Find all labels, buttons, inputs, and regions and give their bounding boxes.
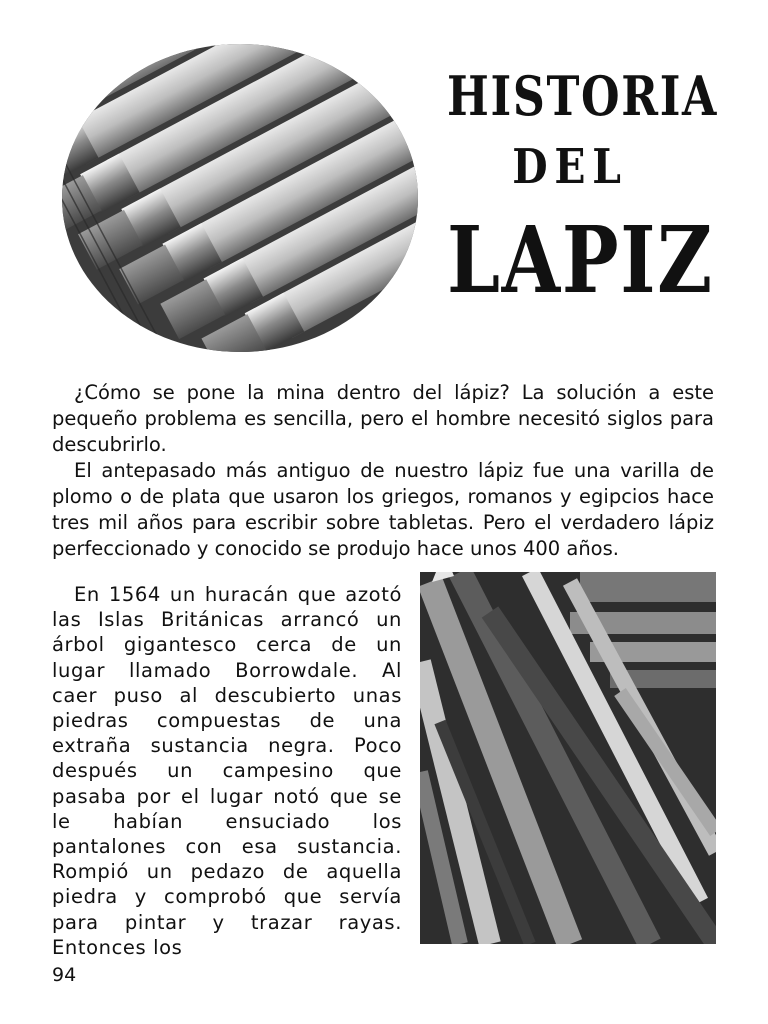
paragraph-3: En 1564 un huracán que azotó las Islas Británicas arrancó un árbol gigantesco cerca de un lugar llamado Borrowdale. Al caer puso al descubierto unas piedras compuestas de una extraña sustancia negra. Poco después un campesino que pasaba por el lugar notó que se le habían ensuciado los pantalones con esa sustancia. Rompió un pedazo de aquella piedra y comprobó que servía para pintar y trazar rayas. Entonces los — [52, 583, 402, 959]
colored-pencils-photo — [420, 572, 716, 944]
paragraph-2: El antepasado más antiguo de nuestro lápiz fue una varilla de plomo o de plata que usaron los griegos, romanos y egipcios hace tres mil años para escribir sobre tabletas. Pero el verdadero lápiz perfeccionado y conocido se produjo hace unos 400 años. — [52, 459, 714, 560]
page-number: 94 — [52, 964, 77, 986]
title-del: DEL — [512, 139, 628, 195]
column-text — [52, 582, 402, 960]
page-title — [420, 58, 720, 320]
intro-text — [52, 380, 714, 562]
pencil-erasers-photo — [60, 42, 420, 354]
paragraph-1: ¿Cómo se pone la mina dentro del lápiz? La solución a este pequeño problema es sencilla, pero el hombre necesitó siglos para descubrirlo. — [52, 381, 714, 456]
title-lapiz: LAPIZ — [447, 206, 714, 314]
title-historia: HISTORIA — [447, 64, 719, 128]
